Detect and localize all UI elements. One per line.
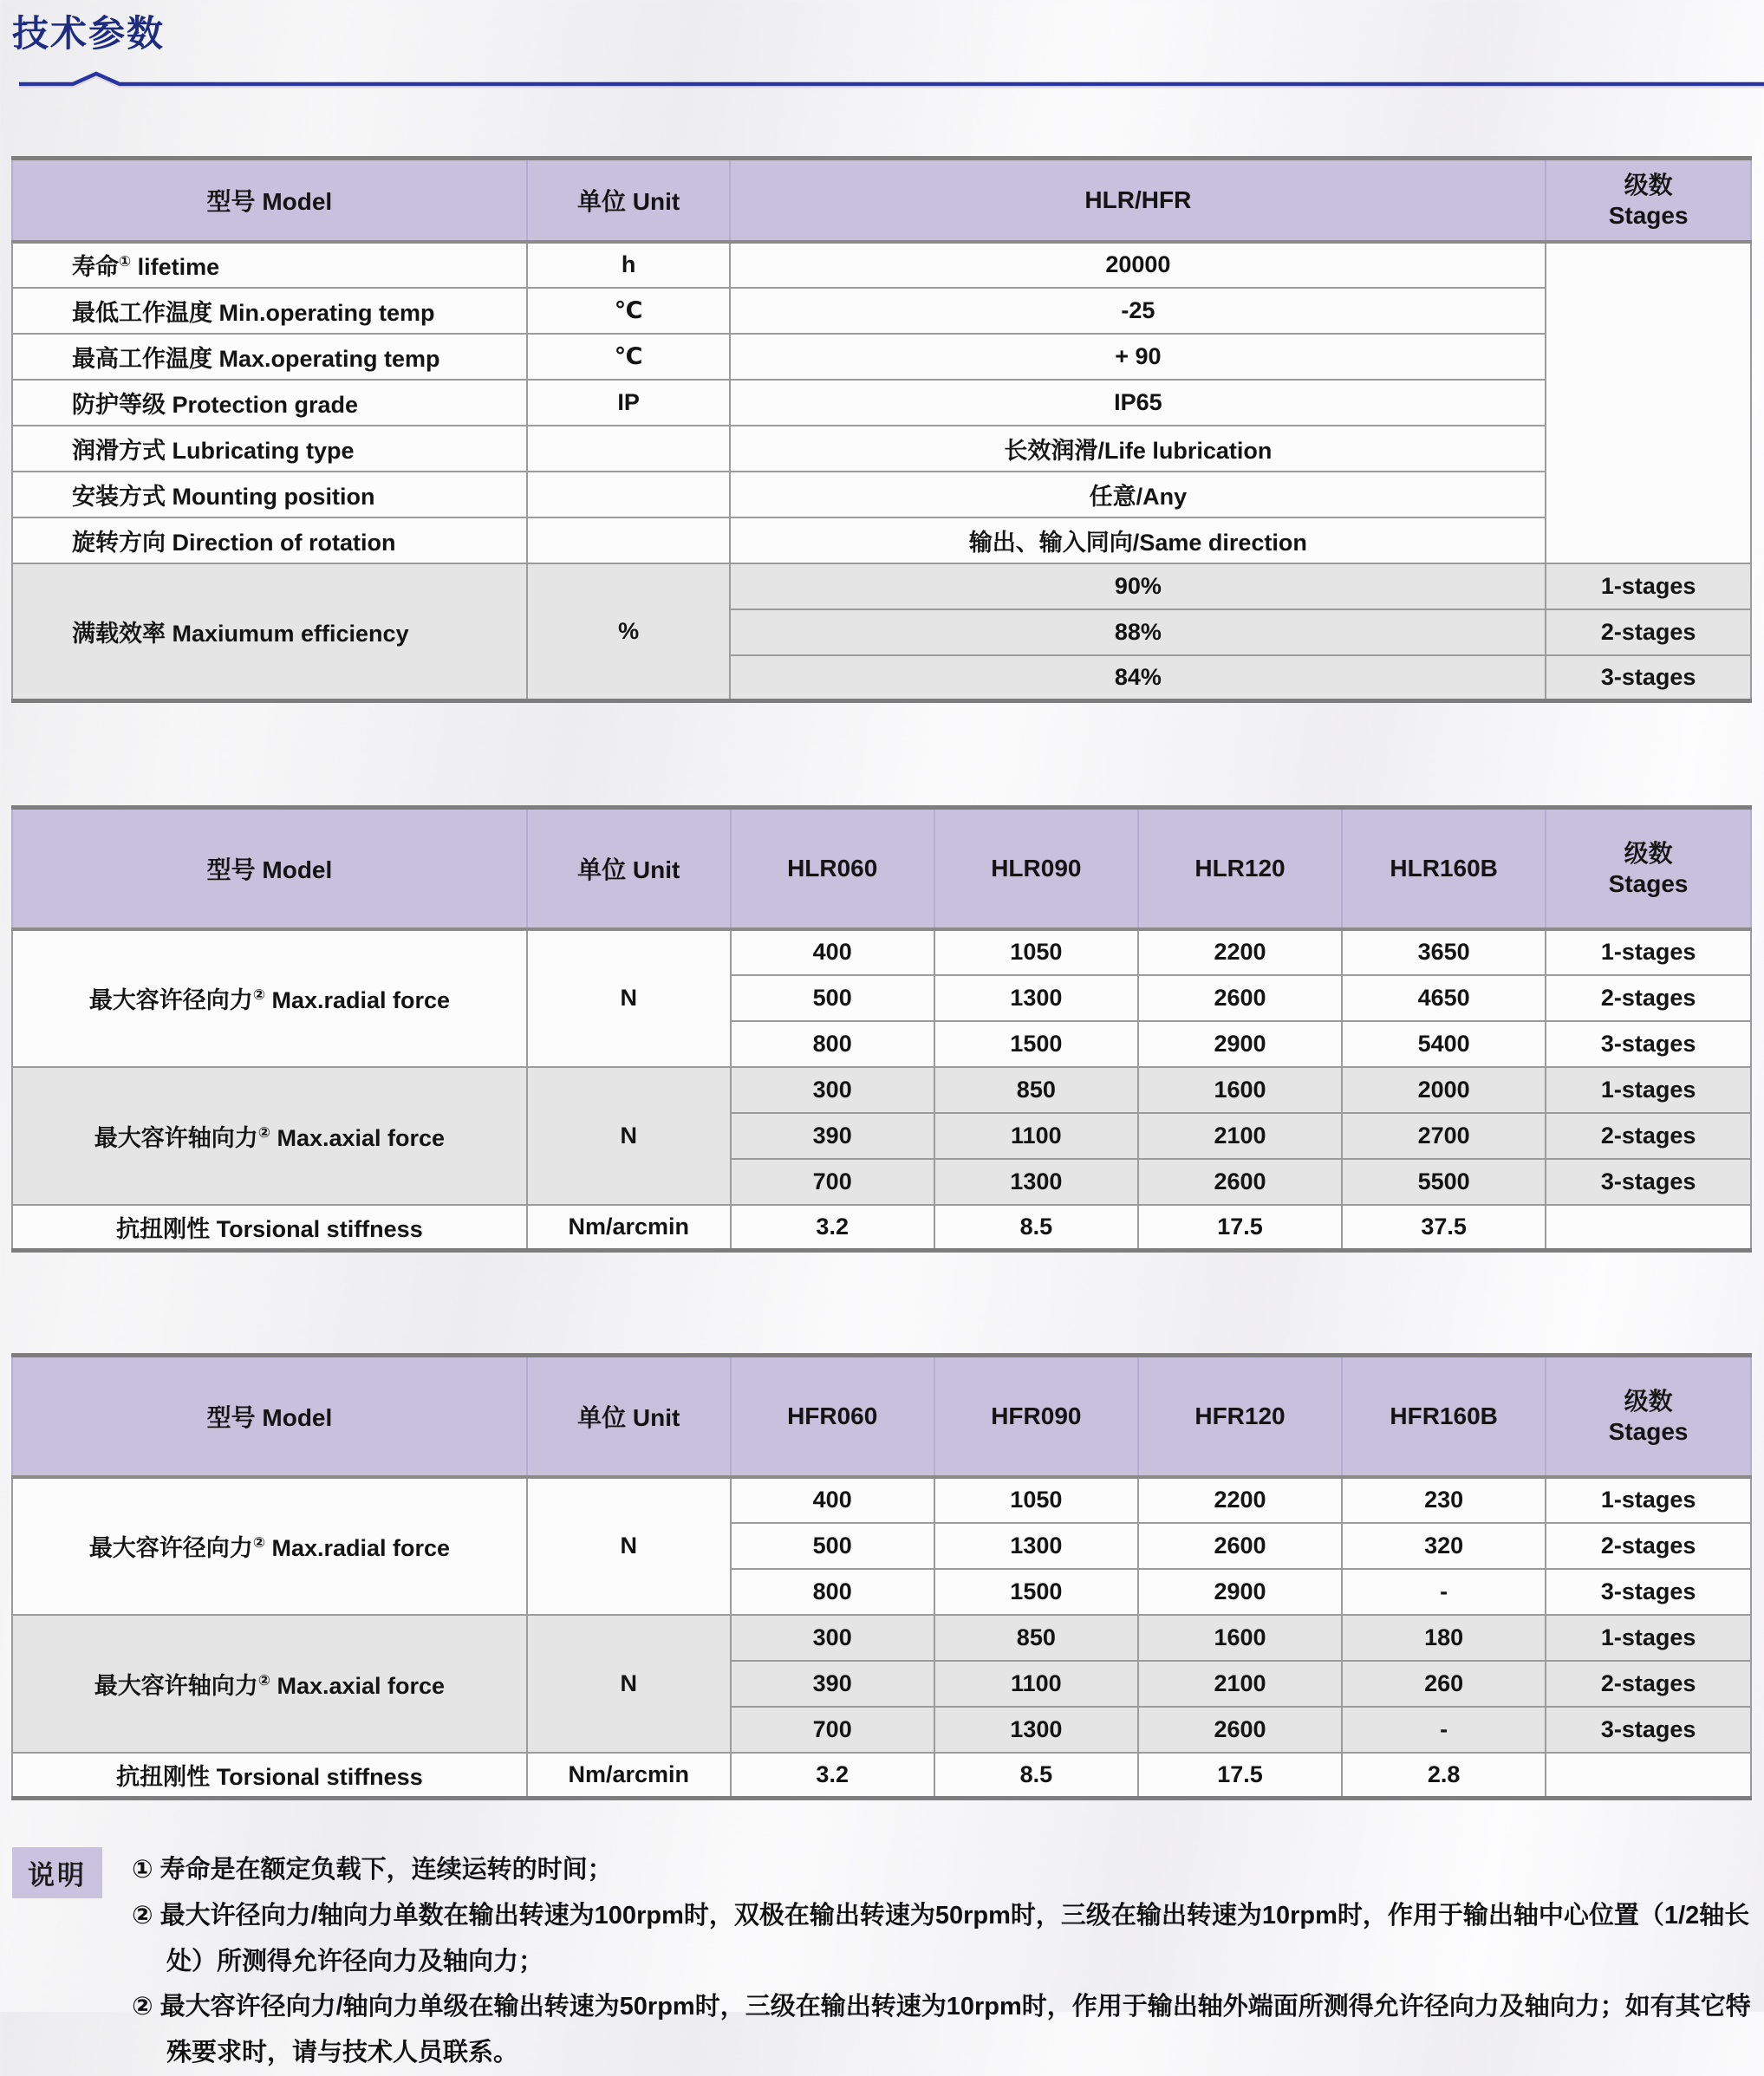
stage-cell: 3-stages: [1546, 1569, 1751, 1615]
spec-unit: ℃: [527, 334, 731, 380]
value-cell: 390: [731, 1661, 934, 1707]
label-en: Max.radial force: [264, 987, 451, 1013]
stages-header-en: Stages: [1608, 1417, 1689, 1445]
footnote-marker: ①: [132, 1856, 153, 1884]
label-zh: 最大容许径向力: [88, 1535, 253, 1561]
spec-value: 84%: [730, 655, 1546, 701]
stages-header-zh: 级数: [1624, 171, 1673, 198]
col-header-unit: 单位 Unit: [527, 808, 731, 929]
table-row: [12, 426, 1751, 472]
spec-unit: [527, 472, 731, 517]
value-cell: 1600: [1138, 1615, 1342, 1661]
stages-header-zh: 级数: [1624, 839, 1673, 867]
value-cell: 37.5: [1342, 1205, 1546, 1251]
value-cell: 390: [731, 1113, 934, 1159]
stages-header-en: Stages: [1608, 869, 1689, 897]
value-cell: 260: [1342, 1661, 1546, 1707]
footnote-marker: ②: [257, 1123, 270, 1141]
spec-unit: h: [527, 242, 731, 288]
value-cell: 2600: [1138, 1159, 1342, 1205]
stage-cell: 1-stages: [1546, 1477, 1751, 1523]
value-cell: 5400: [1342, 1021, 1546, 1067]
value-cell: 2600: [1138, 1707, 1342, 1753]
spec-unit: %: [527, 563, 731, 701]
spec-value: 90%: [730, 563, 1546, 609]
spec-value: 长效润滑/Life lubrication: [730, 426, 1546, 472]
value-cell: 1050: [934, 1477, 1138, 1523]
footnotes-section: [12, 1847, 1753, 2076]
value-cell: 500: [731, 975, 934, 1021]
notes-label: 说明: [12, 1847, 102, 1898]
value-cell: 400: [731, 1477, 934, 1523]
spec-value: 88%: [730, 609, 1546, 655]
footnote-marker: ②: [252, 986, 265, 1003]
page-title: 技术参数: [12, 13, 166, 54]
value-cell: -: [1342, 1569, 1546, 1615]
value-cell: 2.8: [1342, 1753, 1546, 1799]
spec-label: 旋转方向 Direction of rotation: [12, 517, 527, 563]
label-zh: 最大容许轴向力: [94, 1124, 258, 1151]
spec-unit: Nm/arcmin: [527, 1205, 731, 1251]
value-cell: 1300: [934, 975, 1138, 1021]
label-en: Max.radial force: [264, 1535, 451, 1561]
stage-cell: 1-stages: [1546, 563, 1751, 609]
value-cell: 2200: [1138, 929, 1342, 975]
stages-header-en: Stages: [1608, 201, 1689, 229]
spec-label: [12, 1477, 527, 1615]
table-row: [12, 517, 1751, 563]
value-cell: 1500: [934, 1569, 1138, 1615]
spec-label: 最高工作温度 Max.operating temp: [12, 334, 527, 380]
stages-header-zh: 级数: [1624, 1387, 1673, 1415]
footnote-marker: ②: [257, 1671, 270, 1689]
col-header-stages: [1546, 159, 1751, 242]
value-cell: 17.5: [1138, 1205, 1342, 1251]
value-cell: 5500: [1342, 1159, 1546, 1205]
stage-cell: 3-stages: [1546, 1021, 1751, 1067]
spec-value: IP65: [730, 380, 1546, 426]
value-cell: 850: [934, 1067, 1138, 1113]
spec-unit: IP: [527, 380, 731, 426]
col-header-hfr120: HFR120: [1138, 1356, 1342, 1477]
value-cell: 500: [731, 1523, 934, 1569]
spec-label: [12, 929, 527, 1067]
spec-label: 防护等级 Protection grade: [12, 380, 527, 426]
hfr-force-table: [11, 1353, 1752, 1800]
col-header-hlr120: HLR120: [1138, 808, 1342, 929]
stage-cell: 3-stages: [1546, 1159, 1751, 1205]
spec-value: + 90: [730, 334, 1546, 380]
title-divider-line: [19, 71, 1764, 92]
stages-merged-empty-cell: [1546, 242, 1751, 563]
table-header-row: [12, 1356, 1751, 1477]
spec-unit: N: [527, 1067, 731, 1205]
spec-label: [12, 242, 527, 288]
footnote-marker: ①: [119, 253, 132, 270]
footnote-marker: ②: [252, 1534, 265, 1551]
table-header-row: [12, 808, 1751, 929]
value-cell: 850: [934, 1615, 1138, 1661]
col-header-hlr060: HLR060: [731, 808, 934, 929]
stage-cell: 2-stages: [1546, 1523, 1751, 1569]
spec-unit: [527, 426, 731, 472]
spec-label: 抗扭刚性 Torsional stiffness: [12, 1753, 527, 1799]
stage-cell: 2-stages: [1546, 975, 1751, 1021]
spec-unit: N: [527, 1477, 731, 1615]
label-zh: 最大容许径向力: [88, 987, 253, 1013]
label-en: Max.axial force: [270, 1672, 446, 1699]
col-header-stages: [1546, 1356, 1751, 1477]
value-cell: 2600: [1138, 975, 1342, 1021]
value-cell: 1300: [934, 1523, 1138, 1569]
table-row: [12, 334, 1751, 380]
col-header-unit: 单位 Unit: [527, 159, 731, 242]
label-zh: 寿命: [72, 254, 119, 280]
spec-unit: N: [527, 929, 731, 1067]
stage-cell: 1-stages: [1546, 1067, 1751, 1113]
spec-value: 输出、输入同向/Same direction: [730, 517, 1546, 563]
stage-cell: 3-stages: [1546, 655, 1751, 701]
label-en: lifetime: [131, 254, 220, 280]
table-header-row: [12, 159, 1751, 242]
spec-unit: [527, 517, 731, 563]
col-header-hfr160b: HFR160B: [1342, 1356, 1546, 1477]
col-header-hfr090: HFR090: [934, 1356, 1138, 1477]
value-cell: 1600: [1138, 1067, 1342, 1113]
spec-label: 最低工作温度 Min.operating temp: [12, 288, 527, 334]
value-cell: 700: [731, 1159, 934, 1205]
footnote-1: [132, 1847, 1753, 1893]
value-cell: 1100: [934, 1113, 1138, 1159]
efficiency-row-1: [12, 563, 1751, 609]
value-cell: 17.5: [1138, 1753, 1342, 1799]
footnote-3: [132, 1984, 1753, 2076]
value-cell: 700: [731, 1707, 934, 1753]
value-cell: 8.5: [934, 1753, 1138, 1799]
spec-label: [12, 1615, 527, 1753]
spec-label: 满载效率 Maxiumum efficiency: [12, 563, 527, 701]
label-en: Max.axial force: [270, 1124, 446, 1151]
footnote-text: 寿命是在额定负载下，连续运转的时间；: [153, 1856, 613, 1884]
stage-cell: 2-stages: [1546, 609, 1751, 655]
footnote-text: 最大容许径向力/轴向力单级在输出转速为50rpm时，三级在输出转速为10rpm时，作用于输出轴外端面所测得允许径向力及轴向力；如有其它特殊要求时，请与技术人员联系。: [153, 1993, 1751, 2067]
value-cell: 8.5: [934, 1205, 1138, 1251]
footnote-2: [132, 1893, 1753, 1985]
col-header-hlr090: HLR090: [934, 808, 1138, 929]
footnote-text: 最大许径向力/轴向力单数在输出转速为100rpm时，双极在输出转速为50rpm时，三级在输出转速为10rpm时，作用于输出轴中心位置（1/2轴长处）所测得允许径向力及轴向力；: [153, 1901, 1750, 1975]
col-header-model: 型号 Model: [12, 159, 527, 242]
value-cell: 3650: [1342, 929, 1546, 975]
value-cell: 3.2: [731, 1753, 934, 1799]
footnote-marker: ②: [132, 1901, 153, 1930]
spec-value: -25: [730, 288, 1546, 334]
stage-cell: 2-stages: [1546, 1113, 1751, 1159]
col-header-hlr160b: HLR160B: [1342, 808, 1546, 929]
value-cell: -: [1342, 1707, 1546, 1753]
col-header-stages: [1546, 808, 1751, 929]
value-cell: 320: [1342, 1523, 1546, 1569]
axial-row-1: [12, 1067, 1751, 1113]
value-cell: 2100: [1138, 1113, 1342, 1159]
table-row: [12, 242, 1751, 288]
general-spec-table: [11, 156, 1752, 703]
stage-cell: 1-stages: [1546, 929, 1751, 975]
label-zh: 最大容许轴向力: [94, 1672, 258, 1699]
stage-cell: 1-stages: [1546, 1615, 1751, 1661]
notes-body: [132, 1847, 1753, 2076]
spec-label: [12, 1067, 527, 1205]
value-cell: 2000: [1342, 1067, 1546, 1113]
value-cell: 3.2: [731, 1205, 934, 1251]
hlr-force-table: [11, 805, 1752, 1253]
col-header-model: 型号 Model: [12, 1356, 527, 1477]
value-cell: 800: [731, 1569, 934, 1615]
stiffness-row: [12, 1205, 1751, 1251]
axial-row-1: [12, 1615, 1751, 1661]
radial-row-1: [12, 929, 1751, 975]
value-cell: 2600: [1138, 1523, 1342, 1569]
value-cell: 2900: [1138, 1021, 1342, 1067]
table-row: [12, 288, 1751, 334]
value-cell: 1300: [934, 1707, 1138, 1753]
stages-empty-cell: [1546, 1205, 1751, 1251]
value-cell: 300: [731, 1067, 934, 1113]
col-header-unit: 单位 Unit: [527, 1356, 731, 1477]
spec-unit: Nm/arcmin: [527, 1753, 731, 1799]
spec-value: 任意/Any: [730, 472, 1546, 517]
radial-row-1: [12, 1477, 1751, 1523]
value-cell: 180: [1342, 1615, 1546, 1661]
value-cell: 4650: [1342, 975, 1546, 1021]
value-cell: 800: [731, 1021, 934, 1067]
col-header-model: 型号 Model: [12, 808, 527, 929]
stiffness-row: [12, 1753, 1751, 1799]
spec-label: 抗扭刚性 Torsional stiffness: [12, 1205, 527, 1251]
footnote-marker: ②: [132, 1993, 153, 2021]
value-cell: 1300: [934, 1159, 1138, 1205]
stage-cell: 3-stages: [1546, 1707, 1751, 1753]
value-cell: 1050: [934, 929, 1138, 975]
table-row: [12, 380, 1751, 426]
table-row: [12, 472, 1751, 517]
value-cell: 2700: [1342, 1113, 1546, 1159]
page-header: [0, 0, 1764, 92]
value-cell: 300: [731, 1615, 934, 1661]
spec-label: 安装方式 Mounting position: [12, 472, 527, 517]
col-header-hlr-hfr: HLR/HFR: [730, 159, 1546, 242]
value-cell: 2200: [1138, 1477, 1342, 1523]
value-cell: 2900: [1138, 1569, 1342, 1615]
value-cell: 1100: [934, 1661, 1138, 1707]
spec-unit: ℃: [527, 288, 731, 334]
stages-empty-cell: [1546, 1753, 1751, 1799]
stage-cell: 2-stages: [1546, 1661, 1751, 1707]
col-header-hfr060: HFR060: [731, 1356, 934, 1477]
spec-value: 20000: [730, 242, 1546, 288]
value-cell: 400: [731, 929, 934, 975]
value-cell: 230: [1342, 1477, 1546, 1523]
spec-unit: N: [527, 1615, 731, 1753]
value-cell: 2100: [1138, 1661, 1342, 1707]
value-cell: 1500: [934, 1021, 1138, 1067]
spec-label: 润滑方式 Lubricating type: [12, 426, 527, 472]
